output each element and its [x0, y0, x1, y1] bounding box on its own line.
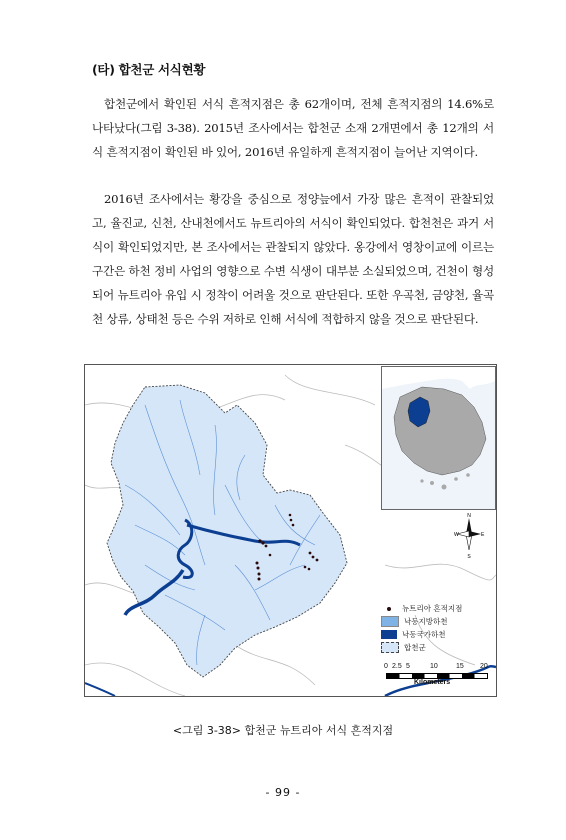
legend-item-trace [381, 602, 493, 615]
legend-label: 합천군 [404, 643, 426, 652]
legend-label: 낙동국가하천 [402, 630, 446, 639]
figure-caption: <그림 3-38> 합천군 뉴트리아 서식 흔적지점 [172, 724, 394, 737]
scale-tick: 5 [406, 663, 410, 670]
hapcheon-county-area [107, 385, 347, 677]
national-river-icon [381, 630, 397, 639]
scale-ticks [384, 663, 490, 672]
county-boundary-icon [381, 642, 399, 653]
trace-point-icon [381, 604, 397, 613]
key-map-canvas [382, 367, 495, 509]
scale-bar [384, 663, 490, 689]
paragraph-1: 합천군에서 확인된 서식 흔적지점은 총 62개이며, 전체 흔적지점의 14.6%로 나타났다(그림 3-38). 2015년 조사에서는 합천군 소재 2개면에서 총 12개의 서식 흔적지점이 확인된 바 있어, 2016년 유일하게 흔적지점이 늘어난 지역이다. [92, 97, 494, 159]
province-shape [394, 387, 486, 475]
key-map-inset [381, 366, 496, 510]
compass-s: S [467, 554, 471, 560]
scale-unit: Kilometers [414, 679, 451, 686]
legend-item-national-river [381, 628, 493, 641]
scale-tick: 10 [430, 663, 438, 670]
map-figure [84, 364, 497, 697]
legend-item-local-river [381, 615, 493, 628]
compass-e: E [481, 532, 485, 538]
scale-tick: 15 [456, 663, 464, 670]
local-river-icon [381, 616, 399, 627]
scale-tick: 0 [384, 663, 388, 670]
scale-tick: 20 [480, 663, 488, 670]
paragraph-2: 2016년 조사에서는 황강을 중심으로 정양늪에서 가장 많은 흔적이 관찰되었고, 율진교, 신천, 산내천에서도 뉴트리아의 서식이 확인되었다. 합천천은 과거 서식이 확인되었지만, 본 조사에서는 관찰되지 않았다. 옹강에서 영창이교에 이르는 구간은 하천 정비 사업의 영향으로 수변 식생이 대부분 소실되었으며, 건천이 형성되어 뉴트리아 유입 시 정착이 어려울 것으로 판단된다. 또한 우곡천, 금양천, 율곡천 상류, 상태천 등은 수위 저하로 인해 서식에 적합하지 않을 것으로 판단된다. [92, 192, 494, 326]
legend-label: 뉴트리아 흔적지점 [402, 604, 463, 613]
section-heading: (타) 합천군 서식현황 [92, 62, 206, 77]
map-legend [381, 602, 493, 654]
islands [420, 473, 469, 489]
legend-label: 낙동지방하천 [404, 617, 448, 626]
legend-item-county [381, 641, 493, 654]
compass-n: N [467, 513, 471, 519]
scale-tick: 2.5 [392, 663, 402, 670]
north-arrow-icon [453, 512, 485, 560]
national-river-southwest [85, 683, 115, 696]
compass-w: W [454, 532, 459, 538]
page-number: - 99 - [265, 786, 301, 799]
